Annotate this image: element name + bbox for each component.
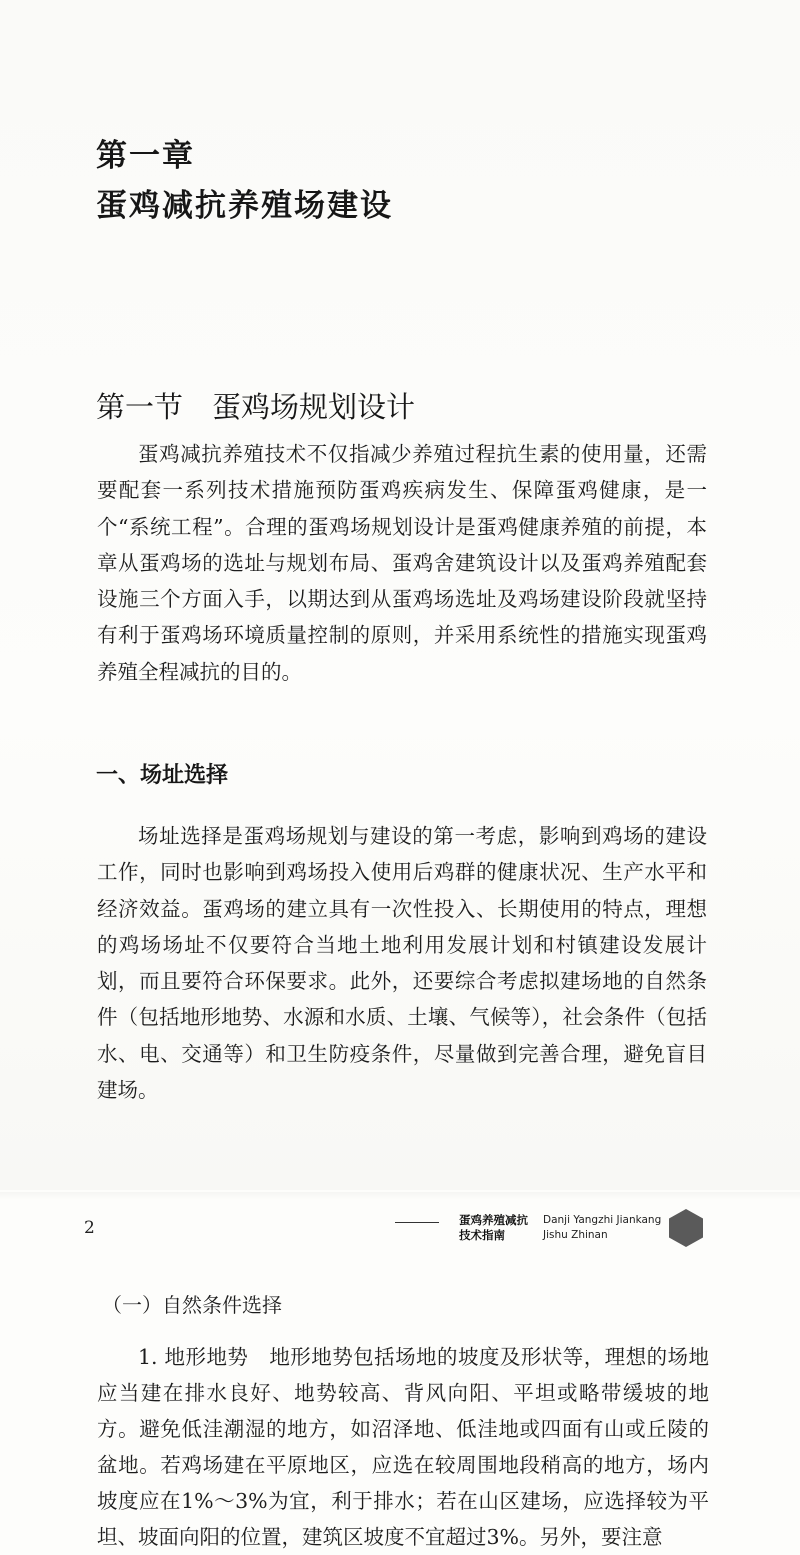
chapter-title: 蛋鸡减抗养殖场建设 — [96, 188, 393, 224]
hexagon-icon — [668, 1208, 704, 1248]
section-title: 第一节 蛋鸡场规划设计 — [96, 390, 416, 424]
heading-natural-conditions: （一）自然条件选择 — [102, 1293, 282, 1317]
terrain-paragraph: 1. 地形地势 地形地势包括场地的坡度及形状等，理想的场地应当建在排水良好、地势较高、背风向阳、平坦或略带缓坡的地方。避免低洼潮湿的地方，如沼泽地、低洼地或四面有山或丘陵的盆地。若鸡场建在平原地区，应选在较周围地段稍高的地方，场内坡度应在1%～3%为宜，利于排水；若在山区建场，应选择较为平坦、坡面向阳的位置，建筑区坡度不宜超过3%。另外，要注意 — [97, 1345, 709, 1549]
footer-pinyin-line1: Danji Yangzhi Jiankang — [543, 1214, 662, 1226]
site-selection-paragraph: 场址选择是蛋鸡场规划与建设的第一考虑，影响到鸡场的建设工作，同时也影响到鸡场投入使用后鸡群的健康状况、生产水平和经济效益。蛋鸡场的建立具有一次性投入、长期使用的特点，理想的鸡场场址不仅要符合当地土地利用发展计划和村镇建设发展计划，而且要符合环保要求。此外，还要综合考虑拟建场地的自然条件（包括地形地势、水源和水质、土壤、气候等），社会条件（包括水、电、交通等）和卫生防疫条件，尽量做到完善合理，避免盲目建场。 — [97, 824, 707, 1103]
footer-rule — [395, 1222, 439, 1223]
footer-book-title-line1: 蛋鸡养殖减抗 — [459, 1213, 528, 1227]
footer-book-title — [459, 1213, 528, 1243]
footer-book-title-line2: 技术指南 — [459, 1228, 505, 1242]
footer-pinyin-line2: Jishu Zhinan — [543, 1229, 608, 1241]
intro-paragraph: 蛋鸡减抗养殖技术不仅指减少养殖过程抗生素的使用量，还需要配套一系列技术措施预防蛋鸡疾病发生、保障蛋鸡健康，是一个“系统工程”。合理的蛋鸡场规划设计是蛋鸡健康养殖的前提，本章从蛋鸡场的选址与规划布局、蛋鸡舍建筑设计以及蛋鸡养殖配套设施三个方面入手，以期达到从蛋鸡场选址及鸡场建设阶段就坚持有利于蛋鸡场环境质量控制的原则，并采用系统性的措施实现蛋鸡养殖全程减抗的目的。 — [97, 442, 707, 684]
chapter-number: 第一章 — [96, 138, 195, 174]
heading-site-selection: 一、场址选择 — [96, 763, 229, 788]
page-number: 2 — [84, 1218, 95, 1238]
footer-pinyin — [543, 1213, 661, 1243]
page-gutter — [0, 1192, 800, 1200]
